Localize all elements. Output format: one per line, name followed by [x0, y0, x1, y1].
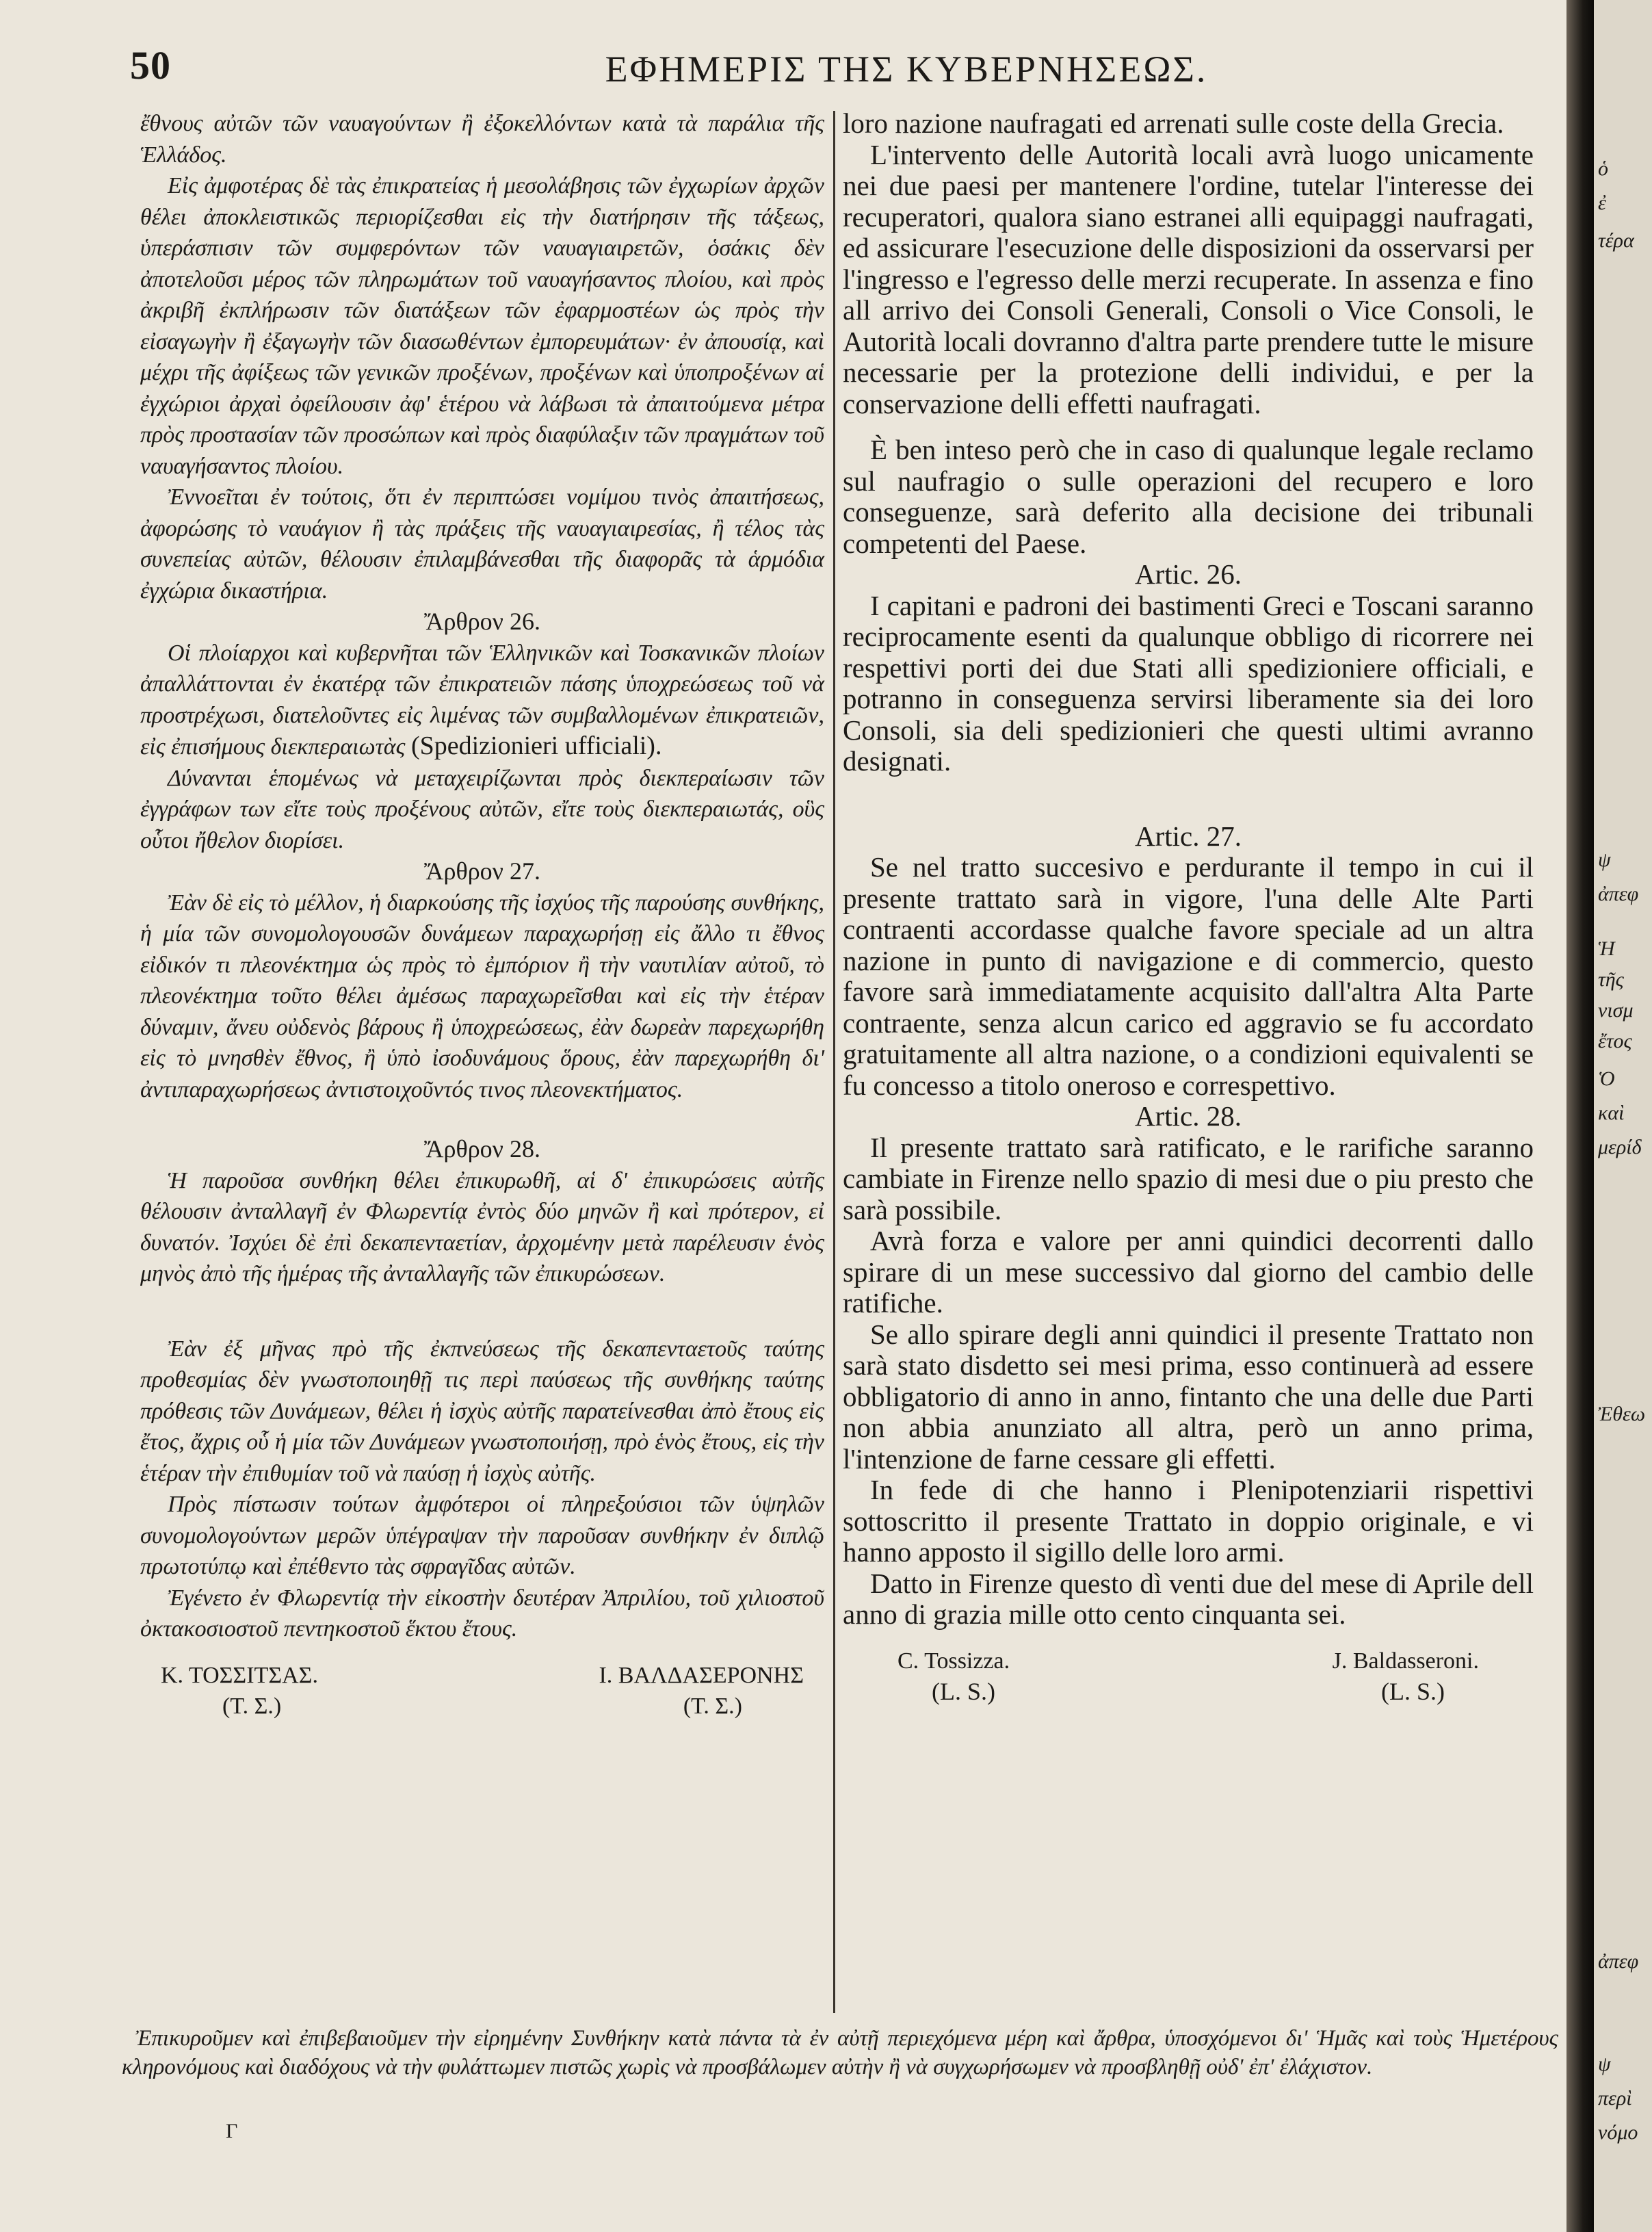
greek-seals [140, 1691, 824, 1722]
greek-paragraph [140, 638, 824, 763]
italian-paragraph: In fede di che hanno i Plenipotenziarii rispettivi sottoscritto il presente Trattato in doppio originale, e vi hanno apposto il sigillo delle loro armi. [843, 1474, 1534, 1568]
adjacent-page-fragment: ἀπεφ [1598, 883, 1639, 905]
adjacent-page-fragment: Ὁ [1598, 1067, 1615, 1090]
closing-paragraph: Ἐπικυροῦμεν καὶ ἐπιβεβαιοῦμεν τὴν εἰρημένην Συνθήκην κατὰ πάντα τὰ ἐν αὐτῇ περιεχόμενα μέρη καὶ ἄρθρα, ὑποσχόμενοι δι' Ἡμᾶς καὶ τοὺς Ἡμετέρους κληρονόμους καὶ διαδόχους νὰ τὴν φυλάττωμεν πιστῶς χωρὶς νὰ προσβάλωμεν αὐτὴν ἢ νὰ συγχωρήσωμεν νὰ προσβληθῇ οὐδ' ἐπ' ἐλάχιστον. [122, 2026, 1558, 2079]
book-binding-gutter [1566, 0, 1594, 2232]
adjacent-page-fragment: ψ [1598, 2053, 1611, 2075]
adjacent-page-fragment: περὶ [1598, 2087, 1632, 2110]
adjacent-page-fragment: νόμο [1598, 2121, 1638, 2144]
italian-paragraph: Se allo spirare degli anni quindici il presente Trattato non sarà stato disdetto sei mesi prima, esso continuerà ad essere obbligatorio di anno in anno, fintanto che una delle due Parti non abbia anunziato all altra, però un anno prima, l'intenzione de farne cessare gli effetti. [843, 1318, 1534, 1475]
adjacent-page-fragment: μερίδ [1598, 1136, 1642, 1158]
italian-paragraph: Avrà forza e valore per anni quindici decorrenti dallo spirare di un mese successivo dal giorno del cambio delle ratifiche. [843, 1225, 1534, 1319]
adjacent-page-fragment: Ἐθεω [1598, 1403, 1645, 1425]
italian-seal-1: (L. S.) [932, 1678, 995, 1705]
italian-paragraph: I capitani e padroni dei bastimenti Greci e Toscani saranno reciprocamente esenti da qualunque obbligo di ricorrere nei respettivi porti dei due Stati alli spedizioniere officiali, e potranno in conseguenza servirsi liberamente sia dei loro Consoli, sia deli spedizionieri che questi ultimi avranno designati. [843, 589, 1534, 777]
page-number: 50 [130, 43, 171, 88]
greek-paragraph: Ἐγένετο ἐν Φλωρεντίᾳ τὴν εἰκοστὴν δευτέραν Ἀπριλίου, τοῦ χιλιοστοῦ ὀκτακοσιοστοῦ πεντηκοστοῦ ἕκτου ἔτους. [140, 1585, 824, 1641]
signature-mark: Γ [226, 2120, 238, 2142]
greek-paragraph: Ἐὰν δὲ εἰς τὸ μέλλον, ἡ διαρκούσης τῆς ἰσχύος τῆς παρούσης συνθήκης, ἡ μία τῶν συνομολογουσῶν δυνάμεων παραχωρήσῃ εἰς ἄλλο τι ἔθνος εἰδικόν τι πλεονέκτημα ὡς πρὸς τὸ ἐμπόριον ἢ τὴν ναυτιλίαν αὐτοῦ, τὸ πλεονέκτημα τοῦτο θέλει ἀμέσως παραχωρεῖσθαι καὶ εἰς τὴν ἑτέραν δύναμιν, ἄνευ οὐδενὸς βάρους ἢ ὑποχρεώσεως, ἐὰν δωρεὰν παρεχωρήθη εἰς τὸ μνησθὲν ἔθνος, ἢ ὑπὸ ἰσοδυνάμους ὅρους, ἐὰν παρεχωρήθη δι' ἀντιπαραχωρήσεως ἀντιστοιχοῦντός τινος πλεονεκτήματος. [140, 890, 824, 1102]
adjacent-page-edge [1594, 0, 1652, 2232]
latin-term: (Spedizionieri ufficiali). [410, 731, 662, 760]
greek-paragraph: Πρὸς πίστωσιν τούτων ἀμφότεροι οἱ πληρεξούσιοι τῶν ὑψηλῶν συνομολογούντων μερῶν ὑπέγραψαν τὴν παροῦσαν συνθήκην ἐν διπλῷ πρωτοτύπῳ καὶ ἐπέθεντο τὰς σφραγῖδας αὐτῶν. [140, 1492, 824, 1579]
italian-article-27-heading: Artic. 27. [1135, 820, 1242, 852]
adjacent-page-fragment: ψ [1598, 848, 1611, 871]
adjacent-page-fragment: Ἡ [1598, 937, 1615, 960]
adjacent-page-fragment: ἀπεφ [1598, 1950, 1639, 1973]
greek-paragraph-text: Οἱ πλοίαρχοι καὶ κυβερνῆται τῶν Ἑλληνικῶν καὶ Τοσκανικῶν πλοίων ἀπαλλάττονται ἐν ἑκατέρᾳ τῶν ἐπικρατειῶν πάσης ὑποχρεώσεως τοῦ νὰ προστρέχωσι, διατελοῦντες εἰς λιμένας τῶν συμβαλλομένων ἐπικρατειῶν, εἰς ἐπισήμους διεκπεραιωτὰς [140, 640, 824, 760]
running-head: ΕΦΗΜΕΡΙΣ ΤΗΣ ΚΥΒΕΡΝΗΣΕΩΣ. [605, 49, 1208, 90]
greek-paragraph: Εἰς ἀμφοτέρας δὲ τὰς ἐπικρατείας ἡ μεσολάβησις τῶν ἐγχωρίων ἀρχῶν θέλει ἀποκλειστικῶς περιορίζεσθαι εἰς τὴν διατήρησιν τῆς τάξεως, ὑπεράσπισιν τῶν συμφερόντων τῶν ναυαγιαιρετῶν, ὁσάκις δὲν ἀποτελοῦσι μέρος τῶν πληρωμάτων τοῦ ναυαγήσαντος πλοίου, καὶ πρὸς ἀκριβῆ ἐκπλήρωσιν τῶν διατάξεων τῶν ἐφαρμοστέων ὡς πρὸς τὴν εἰσαγωγὴν ἢ ἐξαγωγὴν τῶν διασωθέντων ἐμπορευμάτων· ἐν ἀπουσίᾳ, καὶ μέχρι τῆς ἀφίξεως τῶν γενικῶν προξένων, προξένων καὶ ὑποπροξένων αἱ ἐγχώριοι ἀρχαὶ ὀφείλουσιν ἀφ' ἑτέρου νὰ λάβωσι τὰ ἀπαιτούμενα μέτρα πρὸς προστασίαν τῶν προσώπων καὶ πρὸς διαφύλαξιν τῶν πραγμάτων τοῦ ναυαγήσαντος πλοίου. [140, 173, 824, 479]
adjacent-page-fragment: ὁ [1598, 157, 1608, 180]
greek-paragraph: Ἐννοεῖται ἐν τούτοις, ὅτι ἐν περιπτώσει νομίμου τινὸς ἀπαιτήσεως, ἀφορώσης τὸ ναυάγιον ἢ τὰς πράξεις τῆς ναυαγιαιρεσίας, ἢ τέλος τὰς συνεπείας αὐτῶν, θέλουσιν ἐπιλαμβάνεσθαι τῆς διαφορᾶς τὰ ἁρμόδια ἐγχώρια δικαστήρια. [140, 484, 824, 604]
greek-seal-2: (Τ. Σ.) [683, 1694, 742, 1719]
greek-article-26-heading: Ἄρθρον 26. [424, 608, 540, 635]
italian-paragraph: Se nel tratto succesivo e perdurante il tempo in cui il presente trattato sarà in vigore, l'una delle Alte Parti contraenti accordasse qualche favore speciale ad un altra nazione in punto di navigazione e di commercio, questo favore sarà immediatamente acquisito dall'altra Alta Parte contraente, senza alcun carico ed aggravio se fu accordato gratuitamente all altra nazione, o a condizioni equivalenti se fu concesso a titolo oneroso e correspettivo. [843, 851, 1534, 1101]
italian-column [843, 108, 1534, 1708]
adjacent-page-fragment: ἐ [1598, 192, 1606, 214]
italian-seal-2: (L. S.) [1381, 1678, 1445, 1705]
italian-paragraph: Il presente trattato sarà ratificato, e le rarifiche saranno cambiate in Firenze nello spazio di mesi due o piu presto che sarà possibile. [843, 1131, 1534, 1225]
italian-paragraph: loro nazione naufragati ed arrenati sulle coste della Grecia. [843, 107, 1504, 139]
italian-article-26-heading: Artic. 26. [1135, 558, 1242, 590]
greek-seal-1: (Τ. Σ.) [222, 1694, 282, 1719]
greek-column [140, 108, 824, 1722]
adjacent-page-fragment: καὶ [1598, 1102, 1625, 1124]
greek-paragraph: ἔθνους αὐτῶν τῶν ναυαγούντων ἢ ἐξοκελλόντων κατὰ τὰ παράλια τῆς Ἑλλάδος. [140, 111, 824, 168]
italian-paragraph: È ben inteso però che in caso di qualunque legale reclamo sul naufragio o sulle operazioni del recupero e loro conseguenze, sarà deferito alla decisione dei tribunali competenti del Paese. [843, 434, 1534, 559]
adjacent-page-fragment: τέρα [1598, 229, 1634, 252]
italian-paragraph: L'intervento delle Autorità locali avrà luogo unicamente nei due paesi per mantenere l'ordine, tutelar l'interesse dei recuperatori, qualora siano estranei alli equipaggi naufragati, ed assicurare l'esecuzione delle disposizioni da osservarsi per l'ingresso e l'egresso delle merzi recuperate. In assenza e fino all arrivo dei Consoli Generali, Consoli o Vice Consoli, le Autorità locali dovranno d'altra parte prendere tutte le misure necessarie per la protezione delli individui, e per la conservazione delli effetti naufragati. [843, 138, 1534, 419]
greek-paragraph: Ἐὰν ἐξ μῆνας πρὸ τῆς ἐκπνεύσεως τῆς δεκαπενταετοῦς ταύτης προθεσμίας δὲν γνωστοποιηθῇ τις περὶ παύσεως τῆς συνθήκης ταύτης πρόθεσις τῶν Δυνάμεων, θέλει ἡ ἰσχὺς αὐτῆς παρατείνεσθαι ἀπὸ ἔτους εἰς ἔτος, ἄχρις οὗ ἡ μία τῶν Δυνάμεων γνωστοποιήσῃ, πρὸ ἑνὸς ἔτους, εἰς τὴν ἑτέραν τὴν ἐπιθυμίαν τοῦ νὰ παύσῃ ἡ ἰσχὺς αὐτῆς. [140, 1336, 824, 1486]
adjacent-page-fragment: νισμ [1598, 999, 1634, 1022]
column-divider [833, 111, 835, 2013]
greek-signature-tossitsas: Κ. ΤΟΣΣΙΤΣΑΣ. [161, 1662, 318, 1688]
italian-signature-baldasseroni: J. Baldasseroni. [1332, 1648, 1479, 1674]
greek-signatures [140, 1660, 824, 1691]
greek-paragraph: Ἡ παροῦσα συνθήκη θέλει ἐπικυρωθῆ, αἱ δ' ἐπικυρώσεις αὐτῆς θέλουσιν ἀνταλλαγῆ ἐν Φλωρεντίᾳ ἐντὸς δύο μηνῶν ἢ καὶ πρότερον, εἰ δυνατόν. Ἰσχύει δὲ ἐπὶ δεκαπενταετίαν, ἀρχομένην μετὰ παρέλευσιν ἑνὸς μηνὸς ἀπὸ τῆς ἡμέρας τῆς ἀνταλλαγῆς τῶν ἐπικυρώσεων. [140, 1167, 824, 1286]
adjacent-page-fragment: τῆς [1598, 968, 1624, 991]
greek-article-28-heading: Ἄρθρον 28. [424, 1135, 540, 1163]
ratification-closing [122, 2024, 1558, 2081]
adjacent-page-fragment: ἔτος [1598, 1030, 1632, 1052]
italian-signatures [843, 1646, 1534, 1677]
greek-signature-baldasseronis: Ι. ΒΑΛΔΑΣΕΡΟΝΗΣ [599, 1662, 804, 1688]
italian-article-28-heading: Artic. 28. [1135, 1100, 1242, 1132]
italian-paragraph: Datto in Firenze questo dì venti due del mese di Aprile dell anno di grazia mille otto cento cinquanta sei. [843, 1567, 1534, 1630]
greek-paragraph: Δύνανται ἑπομένως νὰ μεταχειρίζωνται πρὸς διεκπεραίωσιν τῶν ἐγγράφων των εἴτε τοὺς προξένους αὐτῶν, εἴτε τοὺς διεκπεραιωτάς, οὓς οὗτοι ἤθελον διορίσει. [140, 765, 824, 853]
greek-article-27-heading: Ἄρθρον 27. [424, 857, 540, 885]
italian-seals [843, 1676, 1534, 1708]
italian-signature-tossizza: C. Tossizza. [897, 1648, 1010, 1674]
